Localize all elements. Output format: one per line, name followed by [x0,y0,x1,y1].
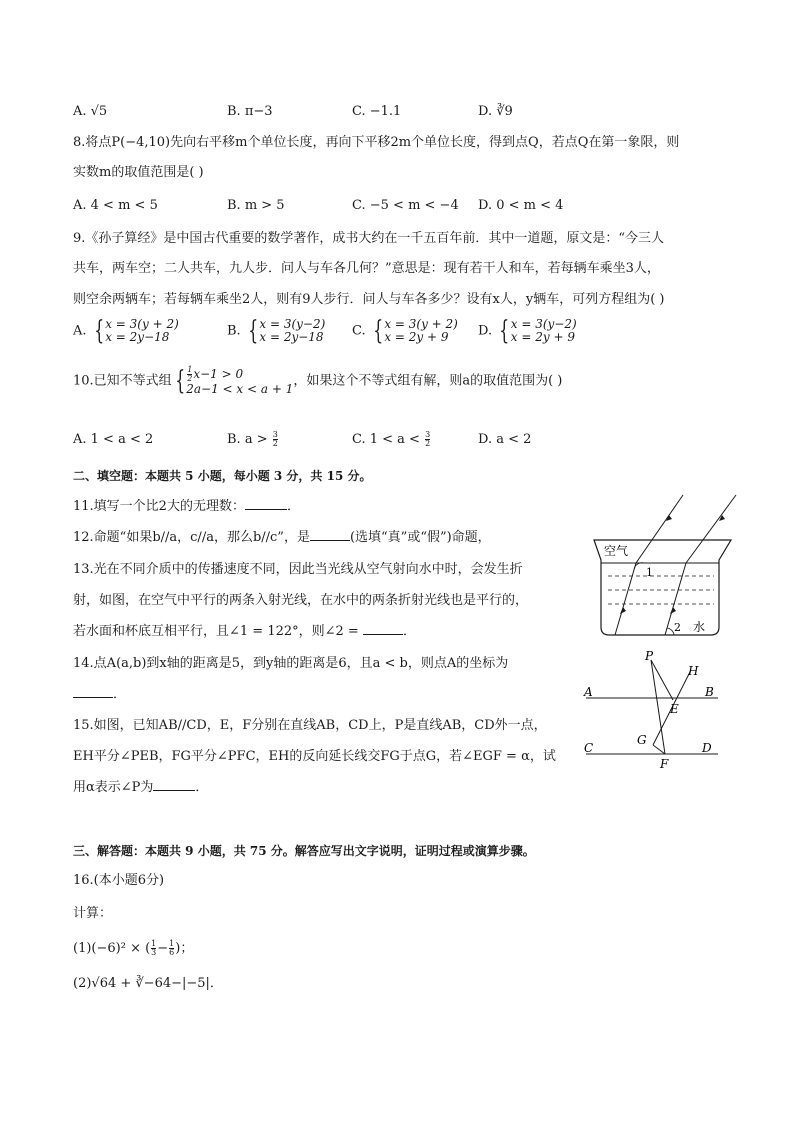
q14-line-1: 14.点A(a,b)到x轴的距离是5，到y轴的距离是6，且a < b，则点A的坐标为 [73,656,509,671]
q10-option-a: A. 1 < a < 2 [73,432,154,447]
q9-line-3: 则空余两辆车；若每辆车乘坐2人，则有9人步行．问人与车各多少？设有x人，y辆车，可列方程组为( ) [73,292,665,307]
q7-option-b: B. π−3 [227,104,273,119]
q7-option-c: C. −1.1 [352,104,402,119]
label-air: 空气 [604,544,629,558]
label-c: C [584,741,594,755]
q8-line-2: 实数m的取值范围是( ) [73,165,204,180]
incident-ray-1 [636,495,683,563]
q15-line-3: 用α表示∠P为 ． [73,780,209,795]
q7-option-d: D. ∛9 [478,104,513,119]
q8-option-a: A. 4 < m < 5 [73,198,158,213]
label-d: D [702,741,712,755]
label-g: G [637,733,647,747]
arrow-icon [670,607,676,614]
label-e: E [670,702,679,716]
q13-answer-blank[interactable] [363,634,403,635]
q9-option-a: A. { x = 3(y + 2) x = 2y−18 [73,316,179,346]
q14-answer-blank[interactable] [73,697,113,698]
q10-option-b: B. a > $\frac{3}{2}$ [227,430,278,448]
q8-option-c: C. −5 < m < −4 [352,198,459,213]
q12-answer-blank[interactable] [310,540,350,541]
section-2-heading: 二、填空题：本题共 5 小题，每小题 3 分，共 15 分。 [73,469,372,483]
q9-option-c: C. { x = 3(y + 2) x = 2y + 9 [352,316,458,346]
q7-option-a: A. √5 [73,104,108,119]
label-a: A [584,685,593,699]
parallel-lines-figure [578,648,728,773]
label-angle-2: 2 [674,621,681,634]
q11-answer-blank[interactable] [245,509,287,510]
label-h: H [688,664,699,678]
q8-line-1: 8.将点P(−4,10)先向右平移m个单位长度，再向下平移2m个单位长度，得到点Q，若点Q在第一象限，则 [73,135,680,150]
q13-line-1: 13.光在不同介质中的传播速度不同，因此当光线从空气射向水中时，会发生折 [73,562,523,577]
label-angle-1: 1 [646,566,653,579]
q9-option-d: D. { x = 3(y−2) x = 2y + 9 [478,316,577,346]
q8-option-d: D. 0 < m < 4 [478,198,564,213]
q16-part-1: (1)(−6)² × ( $\frac{1}{3}$ − $\frac{1}{6}$ )； [73,939,194,957]
q12: 12.命题“如果b//a，c//a，那么b//c”，是 (选填“真”或“假”)命题， [73,530,491,545]
q11: 11.填写一个比2大的无理数： ． [73,499,300,514]
q10-line: 10.已知不等式组 { $\frac{1}{2}$ x−1 > 0 2a−1 < x < a + 1 ，如果这个不等式组有解，则a的取值范围为( ) [73,365,563,396]
label-b: B [705,685,714,699]
q10-option-c: C. 1 < a < $\frac{3}{2}$ [352,430,431,448]
segment-fg [653,745,665,754]
segment-pf [651,660,665,754]
refraction-figure [586,490,746,640]
q16-part-2: (2)√64 + ∛−64−|−5|． [73,976,223,991]
q14-line-2: ． [73,686,126,704]
q15-answer-blank[interactable] [153,790,195,791]
q16-title: 16.(本小题6分) [73,873,165,888]
label-water: 水 [693,620,706,634]
arrow-icon [620,607,626,614]
q13-line-2: 射，如图，在空气中平行的两条入射光线，在水中的两条折射光线也是平行的， [73,593,529,608]
q9-option-b: B. { x = 3(y−2) x = 2y−18 [227,316,326,346]
q9-line-1: 9.《孙子算经》是中国古代重要的数学著作，成书大约在一千五百年前．其中一道题，原文是：“今三人 [73,231,665,246]
q15-line-2: EH平分∠PEB，FG平分∠PFC，EH的反向延长线交FG于点G，若∠EGF = α，试 [73,749,556,764]
arrow-icon [719,515,725,521]
q15-line-1: 15.如图，已知AB//CD，E，F分别在直线AB，CD上，P是直线AB，CD外一点， [73,718,547,733]
incident-ray-2 [686,495,736,563]
q8-option-b: B. m > 5 [227,198,285,213]
label-f: F [660,757,669,771]
q10-option-d: D. a < 2 [478,432,532,447]
angle-2-arc [667,628,674,635]
label-p: P [645,649,654,663]
q9-line-2: 共车，两车空；二人共车，九人步．问人与车各几何？”意思是：现有若干人和车，若每辆车乘坐3人， [73,261,660,276]
q13-line-3: 若水面和杯底互相平行，且∠1 = 122°，则∠2 = ． [73,624,416,639]
section-3-heading: 三、解答题：本题共 9 小题，共 75 分。解答应写出文字说明，证明过程或演算步骤。 [73,844,535,858]
q16-instruction: 计算： [73,906,113,921]
refracted-ray-1 [615,563,636,635]
